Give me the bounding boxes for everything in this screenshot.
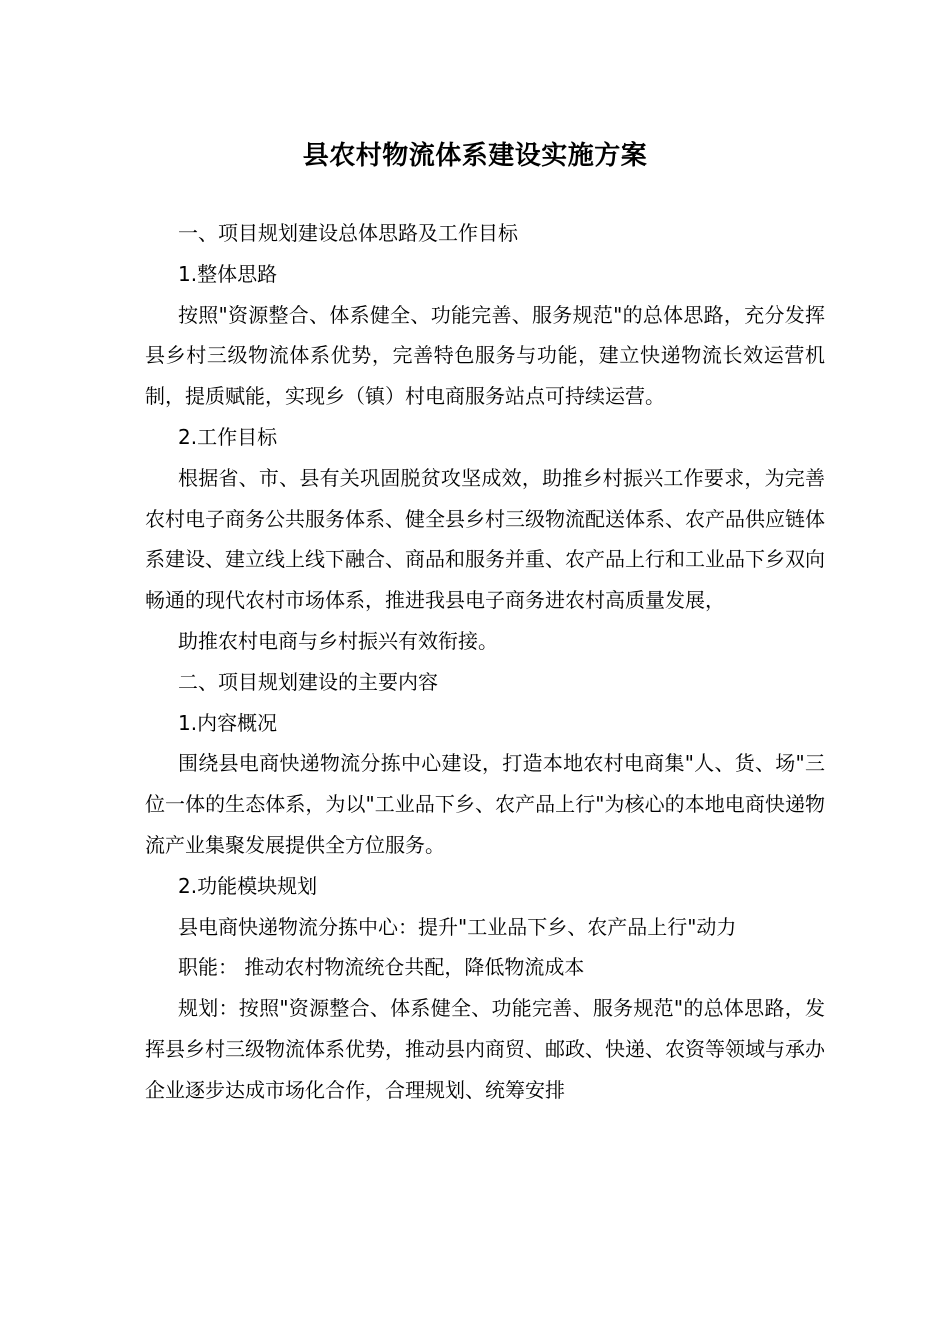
subheading-content-overview: 1.内容概况 bbox=[178, 710, 278, 735]
paragraph-overall-approach: 按照"资源整合、体系健全、功能完善、服务规范"的总体思路，充分发挥县乡村三级物流体系优势，完善特色服务与功能，建立快递物流长效运营机制，提质赋能，实现乡（镇）村电商服务站点可持续运营。 bbox=[145, 302, 825, 409]
subheading-work-goals: 2.工作目标 bbox=[178, 424, 278, 449]
paragraph-work-goals: 根据省、市、县有关巩固脱贫攻坚成效，助推乡村振兴工作要求，为完善农村电子商务公共服务体系、健全县乡村三级物流配送体系、农产品供应链体系建设、建立线上线下融合、商品和服务并重、农产品上行和工业品下乡双向畅通的现代农村市场体系，推进我县电子商务进农村高质量发展， bbox=[145, 465, 825, 613]
document-body bbox=[145, 213, 825, 1111]
section-heading-1: 一、项目规划建设总体思路及工作目标 bbox=[178, 221, 518, 245]
paragraph-function: 职能： 推动农村物流统仓共配，降低物流成本 bbox=[178, 955, 585, 980]
section-heading-2: 二、项目规划建设的主要内容 bbox=[178, 669, 438, 694]
paragraph-work-goals-cont: 助推农村电商与乡村振兴有效衔接。 bbox=[178, 628, 498, 653]
paragraph-planning: 规划：按照"资源整合、体系健全、功能完善、服务规范"的总体思路，发挥县乡村三级物流体系优势，推动县内商贸、邮政、快递、农资等领域与承办企业逐步达成市场化合作，合理规划、统筹安排 bbox=[145, 996, 825, 1102]
document-title: 县农村物流体系建设实施方案 bbox=[302, 141, 648, 171]
subheading-module-planning: 2.功能模块规划 bbox=[178, 873, 318, 898]
paragraph-content-overview: 围绕县电商快递物流分拣中心建设，打造本地农村电商集"人、货、场"三位一体的生态体系，为以"工业品下乡、农产品上行"为核心的本地电商快递物流产业集聚发展提供全方位服务。 bbox=[145, 751, 825, 857]
subheading-overall-approach: 1.整体思路 bbox=[178, 261, 278, 286]
paragraph-sorting-center: 县电商快递物流分拣中心：提升"工业品下乡、农产品上行"动力 bbox=[178, 914, 737, 939]
